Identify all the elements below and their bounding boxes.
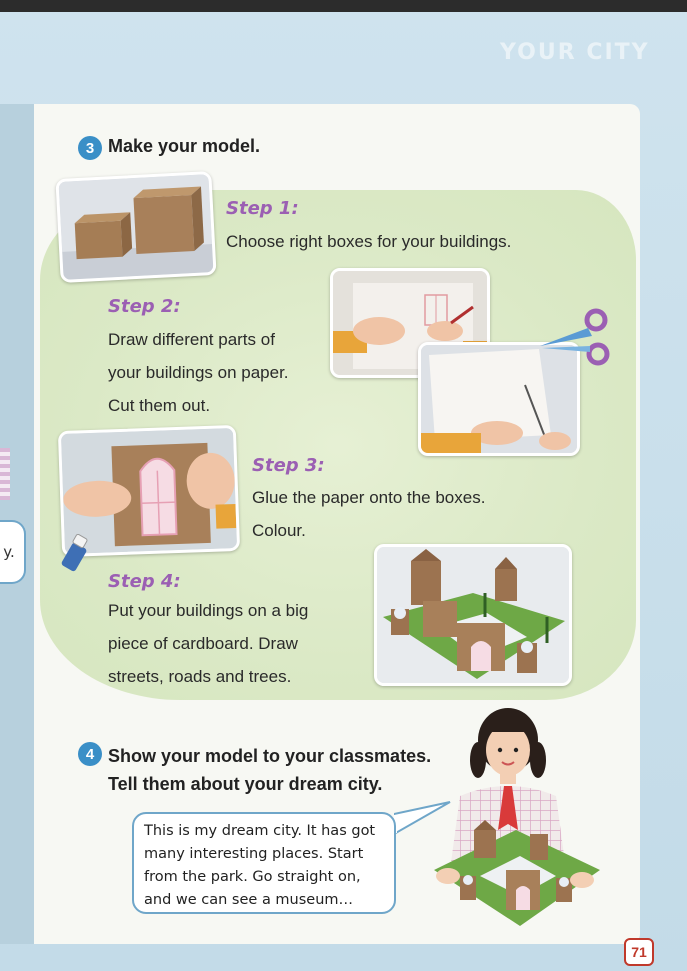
speech-bubble-tail: [394, 800, 454, 840]
step-4-line: piece of cardboard. Draw: [108, 634, 298, 653]
step-2-text: [108, 323, 289, 422]
step-2-line: Draw different parts of: [108, 330, 275, 349]
step-1-photo: [55, 171, 216, 283]
step-4-line: streets, roads and trees.: [108, 667, 292, 686]
speech-line: from the park. Go straight on,: [144, 869, 361, 885]
section-3-badge: 3: [78, 136, 102, 160]
side-decoration: [0, 448, 10, 500]
step-2-title: Step 2:: [108, 296, 181, 317]
speech-line: This is my dream city. It has got: [144, 823, 376, 839]
speech-line: many interesting places. Start: [144, 846, 364, 862]
boxes-illustration: [59, 174, 214, 280]
step-3-line: Glue the paper onto the boxes.: [252, 488, 486, 507]
side-tab-text: y.: [3, 543, 15, 561]
step-4-line: Put your buildings on a big: [108, 601, 309, 620]
step-4-title: Step 4:: [108, 571, 181, 592]
section-3-title: Make your model.: [108, 136, 261, 156]
top-edge: [0, 0, 687, 12]
step-4-photo: [374, 544, 572, 686]
speech-bubble: [132, 812, 396, 914]
section-4-title: [108, 742, 431, 798]
city-model-illustration: [377, 547, 569, 683]
side-tab: [0, 520, 26, 584]
ghost-title: YOUR CITY: [500, 40, 650, 65]
step-2-line: Cut them out.: [108, 396, 211, 415]
section-4-title-line: Show your model to your classmates.: [108, 746, 432, 766]
glue-stick-icon: [60, 534, 94, 574]
step-2-line: your buildings on paper.: [108, 363, 289, 382]
step-3-text: [252, 481, 485, 547]
page-number: 71: [624, 938, 654, 966]
section-4-title-line: Tell them about your dream city.: [108, 774, 383, 794]
section-4-badge: 4: [78, 742, 102, 766]
scissors-icon: [540, 306, 616, 370]
step-1-text: [226, 225, 511, 258]
step-1-title: Step 1:: [226, 198, 299, 219]
speech-line: and we can see a museum…: [144, 892, 354, 908]
step-3-title: Step 3:: [252, 455, 325, 476]
step-4-text: [108, 594, 308, 693]
step-3-line: Colour.: [252, 521, 306, 540]
step-1-line: Choose right boxes for your buildings.: [226, 232, 512, 251]
